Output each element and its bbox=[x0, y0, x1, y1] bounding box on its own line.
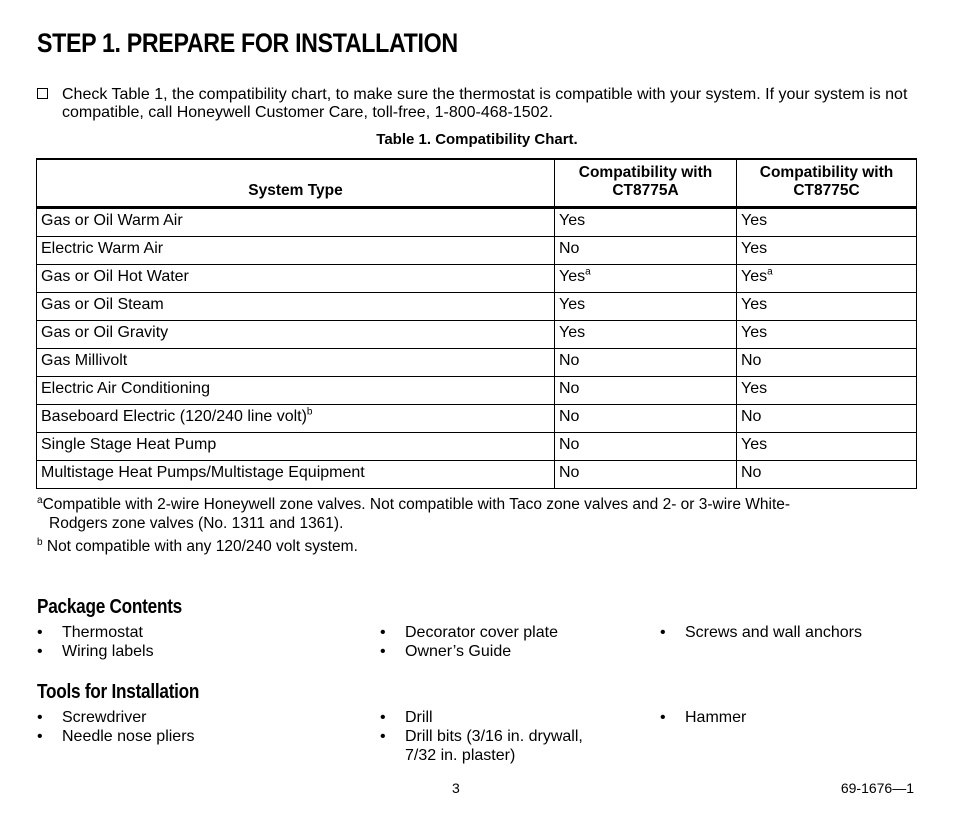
cell-system-type: Gas Millivolt bbox=[37, 349, 555, 377]
cell-ct8775c: Yes bbox=[737, 433, 917, 461]
footnote-ref: a bbox=[767, 266, 773, 278]
cell-ct8775a: No bbox=[555, 237, 737, 265]
table-row bbox=[37, 461, 917, 489]
cell-ct8775c: Yes$^a$ bbox=[737, 265, 917, 293]
cell-ct8775c: No bbox=[737, 349, 917, 377]
table-caption: Table 1. Compatibility Chart. bbox=[376, 131, 578, 148]
cell-system-type: Gas or Oil Gravity bbox=[37, 321, 555, 349]
bullet-icon: • bbox=[660, 709, 666, 726]
compatibility-check-item bbox=[37, 86, 927, 122]
footnote-b-mark: b bbox=[37, 536, 43, 548]
table-row bbox=[37, 377, 917, 405]
cell-ct8775a: No bbox=[555, 461, 737, 489]
footnote-a-mark: a bbox=[37, 494, 43, 506]
bullet-icon: • bbox=[380, 624, 386, 641]
footnote-a bbox=[37, 495, 917, 533]
cell-system-type: Electric Air Conditioning bbox=[37, 377, 555, 405]
tools-col-1 bbox=[37, 708, 195, 746]
list-item-text: Screws and wall anchors bbox=[685, 624, 862, 641]
table-header-row bbox=[37, 159, 917, 208]
list-item bbox=[660, 708, 746, 727]
cell-system-type: Gas or Oil Steam bbox=[37, 293, 555, 321]
list-item bbox=[380, 727, 610, 765]
check-item-text: Check Table 1, the compatibility chart, to make sure the thermostat is compatible with your system. If your system is not compatible, call Honeywell Customer Care, toll-free, 1-800-468-1502. bbox=[62, 86, 908, 121]
table-row bbox=[37, 433, 917, 461]
footnote-ref: a bbox=[585, 266, 591, 278]
tools-title: Tools for Installation bbox=[37, 681, 200, 703]
document-number: 69-1676—1 bbox=[840, 780, 914, 796]
page-number: 3 bbox=[452, 780, 460, 796]
table-row bbox=[37, 208, 917, 237]
table-footnotes bbox=[37, 495, 917, 556]
cell-ct8775a: No bbox=[555, 377, 737, 405]
list-item-text: Hammer bbox=[685, 709, 747, 726]
list-item bbox=[380, 642, 558, 661]
cell-ct8775a: Yes$^a$ bbox=[555, 265, 737, 293]
list-item bbox=[380, 623, 558, 642]
table-row bbox=[37, 237, 917, 265]
list-item-text: Owner’s Guide bbox=[405, 643, 512, 660]
cell-ct8775c: Yes bbox=[737, 237, 917, 265]
bullet-icon: • bbox=[37, 624, 43, 641]
list-item bbox=[660, 623, 862, 642]
table-row bbox=[37, 265, 917, 293]
tools-col-2 bbox=[380, 708, 610, 765]
list-item bbox=[37, 623, 154, 642]
checkbox-icon[interactable] bbox=[37, 88, 48, 99]
list-item bbox=[37, 727, 195, 746]
cell-system-type: Multistage Heat Pumps/Multistage Equipment bbox=[37, 461, 555, 489]
list-item-text: Decorator cover plate bbox=[405, 624, 558, 641]
header-ct8775c: Compatibility with CT8775C bbox=[737, 159, 917, 208]
list-item-text: Screwdriver bbox=[62, 709, 147, 726]
compatibility-table bbox=[36, 158, 917, 489]
cell-system-type: Gas or Oil Warm Air bbox=[37, 208, 555, 237]
cell-ct8775c: Yes bbox=[737, 377, 917, 405]
footnote-b-text: Not compatible with any 120/240 volt system. bbox=[42, 538, 358, 555]
cell-ct8775a: No bbox=[555, 349, 737, 377]
cell-ct8775c: Yes bbox=[737, 293, 917, 321]
footnote-b bbox=[37, 537, 917, 556]
table-row bbox=[37, 293, 917, 321]
bullet-icon: • bbox=[37, 709, 43, 726]
cell-system-type: Baseboard Electric (120/240 line volt)$^b$ bbox=[37, 405, 555, 433]
cell-ct8775c: No bbox=[737, 405, 917, 433]
tools-col-3 bbox=[660, 708, 746, 727]
list-item-text: Drill bbox=[405, 709, 433, 726]
list-item bbox=[37, 708, 195, 727]
cell-ct8775a: No bbox=[555, 405, 737, 433]
header-ct8775a: Compatibility with CT8775A bbox=[555, 159, 737, 208]
cell-ct8775a: Yes bbox=[555, 321, 737, 349]
footnote-ref: b bbox=[306, 406, 313, 418]
list-item-text: Drill bits (3/16 in. drywall, 7/32 in. plaster) bbox=[405, 728, 583, 764]
cell-system-type: Electric Warm Air bbox=[37, 237, 555, 265]
list-item bbox=[37, 642, 154, 661]
table-row bbox=[37, 349, 917, 377]
list-item-text: Wiring labels bbox=[62, 643, 154, 660]
bullet-icon: • bbox=[380, 709, 386, 726]
bullet-icon: • bbox=[380, 728, 386, 745]
list-item-text: Needle nose pliers bbox=[62, 728, 195, 745]
cell-ct8775c: Yes bbox=[737, 208, 917, 237]
cell-system-type: Gas or Oil Hot Water bbox=[37, 265, 555, 293]
cell-ct8775c: Yes bbox=[737, 321, 917, 349]
footnote-a-line2: Rodgers zone valves (No. 1311 and 1361). bbox=[49, 515, 344, 532]
cell-ct8775c: No bbox=[737, 461, 917, 489]
footnote-a-line1: Compatible with 2-wire Honeywell zone valves. Not compatible with Taco zone valves and 2- or 3-wire White- bbox=[42, 496, 791, 513]
list-item-text: Thermostat bbox=[62, 624, 143, 641]
table-row bbox=[37, 321, 917, 349]
package-contents-col-1 bbox=[37, 623, 154, 661]
cell-system-type: Single Stage Heat Pump bbox=[37, 433, 555, 461]
package-contents-title: Package Contents bbox=[37, 596, 182, 618]
cell-ct8775a: Yes bbox=[555, 208, 737, 237]
cell-ct8775a: Yes bbox=[555, 293, 737, 321]
bullet-icon: • bbox=[37, 728, 43, 745]
package-contents-col-3 bbox=[660, 623, 862, 642]
cell-ct8775a: No bbox=[555, 433, 737, 461]
package-contents-col-2 bbox=[380, 623, 558, 661]
bullet-icon: • bbox=[37, 643, 43, 660]
page-heading: STEP 1. PREPARE FOR INSTALLATION bbox=[37, 28, 458, 58]
table-row bbox=[37, 405, 917, 433]
list-item bbox=[380, 708, 610, 727]
bullet-icon: • bbox=[380, 643, 386, 660]
header-system-type: System Type bbox=[37, 159, 555, 208]
bullet-icon: • bbox=[660, 624, 666, 641]
